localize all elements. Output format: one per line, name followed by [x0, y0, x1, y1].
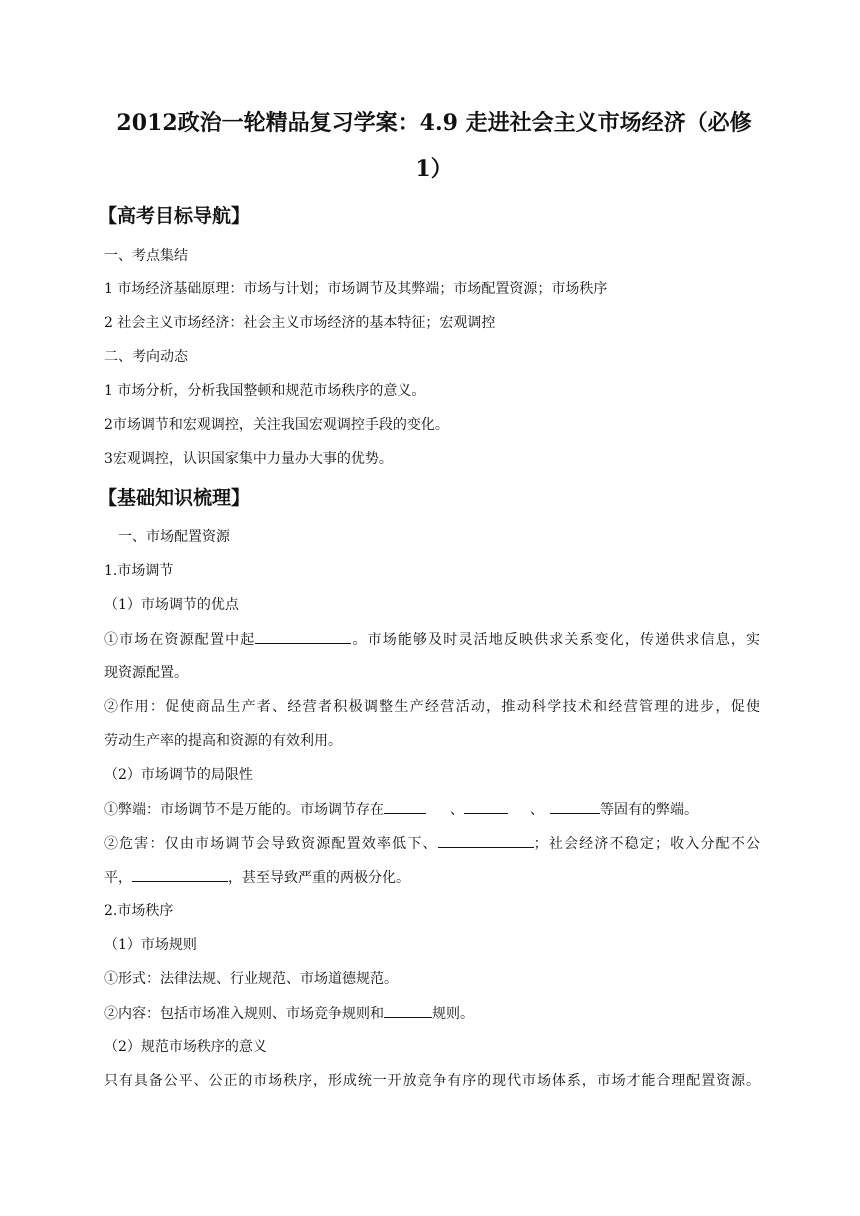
fill-in-blank[interactable] — [464, 799, 508, 814]
fill-in-blank[interactable] — [255, 629, 351, 644]
limitation-line-2-cont — [104, 867, 410, 888]
fill-in-blank[interactable] — [384, 1003, 432, 1018]
heading-market-rules: （1）市场规则 — [104, 937, 197, 953]
section-heading-exam-goals: 【高考目标导航】 — [98, 205, 251, 227]
limitation-text-start: ①弊端：市场调节不是万能的。市场调节存在 — [104, 802, 384, 818]
exam-point-2: 2 社会主义市场经济：社会主义市场经济的基本特征；宏观调控 — [104, 315, 496, 331]
heading-advantages: （1）市场调节的优点 — [104, 597, 239, 613]
harm-cont-start: 平， — [104, 870, 132, 886]
separator: 、 — [450, 802, 464, 818]
heading-order-significance: （2）规范市场秩序的意义 — [104, 1039, 267, 1055]
advantage-line-1-cont: 现资源配置。 — [104, 665, 188, 681]
exam-trend-2: 2市场调节和宏观调控，关注我国宏观调控手段的变化。 — [104, 417, 449, 433]
fill-in-blank[interactable] — [550, 799, 600, 814]
fill-in-blank[interactable] — [438, 833, 534, 848]
document-title-line-2: 1） — [415, 156, 453, 182]
limitation-text-end: 等固有的弊端。 — [600, 802, 698, 818]
section-heading-basic-knowledge: 【基础知识梳理】 — [98, 487, 251, 509]
document-title-line-1: 2012政治一轮精品复习学案：4.9 走进社会主义市场经济（必修 — [116, 110, 752, 136]
harm-text-start: ②危害：仅由市场调节会导致资源配置效率低下、 — [104, 836, 438, 852]
fill-in-blank[interactable] — [384, 799, 426, 814]
limitation-line-2 — [104, 833, 760, 854]
separator: 、 — [530, 802, 544, 818]
rules-content — [104, 1003, 474, 1024]
subheading-exam-points: 一、考点集结 — [104, 248, 188, 264]
advantage-line-2: ②作用：促使商品生产者、经营者积极调整生产经营活动，推动科学技术和经营管理的进步，促使 — [104, 699, 760, 715]
limitation-line-1 — [104, 799, 698, 820]
part-heading-market-allocation: 一、市场配置资源 — [118, 529, 230, 545]
heading-market-regulation: 1.市场调节 — [104, 563, 174, 579]
rules-content-start: ②内容：包括市场准入规则、市场竞争规则和 — [104, 1006, 384, 1022]
exam-trend-3: 3宏观调控，认识国家集中力量办大事的优势。 — [104, 451, 393, 467]
harm-cont-end: ，甚至导致严重的两极分化。 — [228, 870, 410, 886]
advantage-line-2-cont: 劳动生产率的提高和资源的有效利用。 — [104, 733, 342, 749]
order-significance-text: 只有具备公平、公正的市场秩序，形成统一开放竞争有序的现代市场体系，市场才能合理配置资源。 — [104, 1073, 760, 1089]
fill-in-blank[interactable] — [132, 867, 228, 882]
harm-text-end: ；社会经济不稳定；收入分配不公 — [533, 836, 761, 852]
exam-trend-1: 1 市场分析，分析我国整顿和规范市场秩序的意义。 — [104, 383, 426, 399]
advantage-text-end: 。市场能够及时灵活地反映供求关系变化，传递供求信息，实 — [351, 632, 761, 648]
rules-content-end: 规则。 — [432, 1006, 474, 1022]
heading-market-order: 2.市场秩序 — [104, 903, 174, 919]
subheading-exam-trends: 二、考向动态 — [104, 349, 188, 365]
advantage-text-start: ①市场在资源配置中起 — [104, 632, 256, 648]
advantage-line-1 — [104, 629, 760, 650]
rules-form: ①形式：法律法规、行业规范、市场道德规范。 — [104, 971, 398, 987]
exam-point-1: 1 市场经济基础原理：市场与计划；市场调节及其弊端；市场配置资源；市场秩序 — [104, 281, 608, 297]
heading-limitations: （2）市场调节的局限性 — [104, 767, 253, 783]
